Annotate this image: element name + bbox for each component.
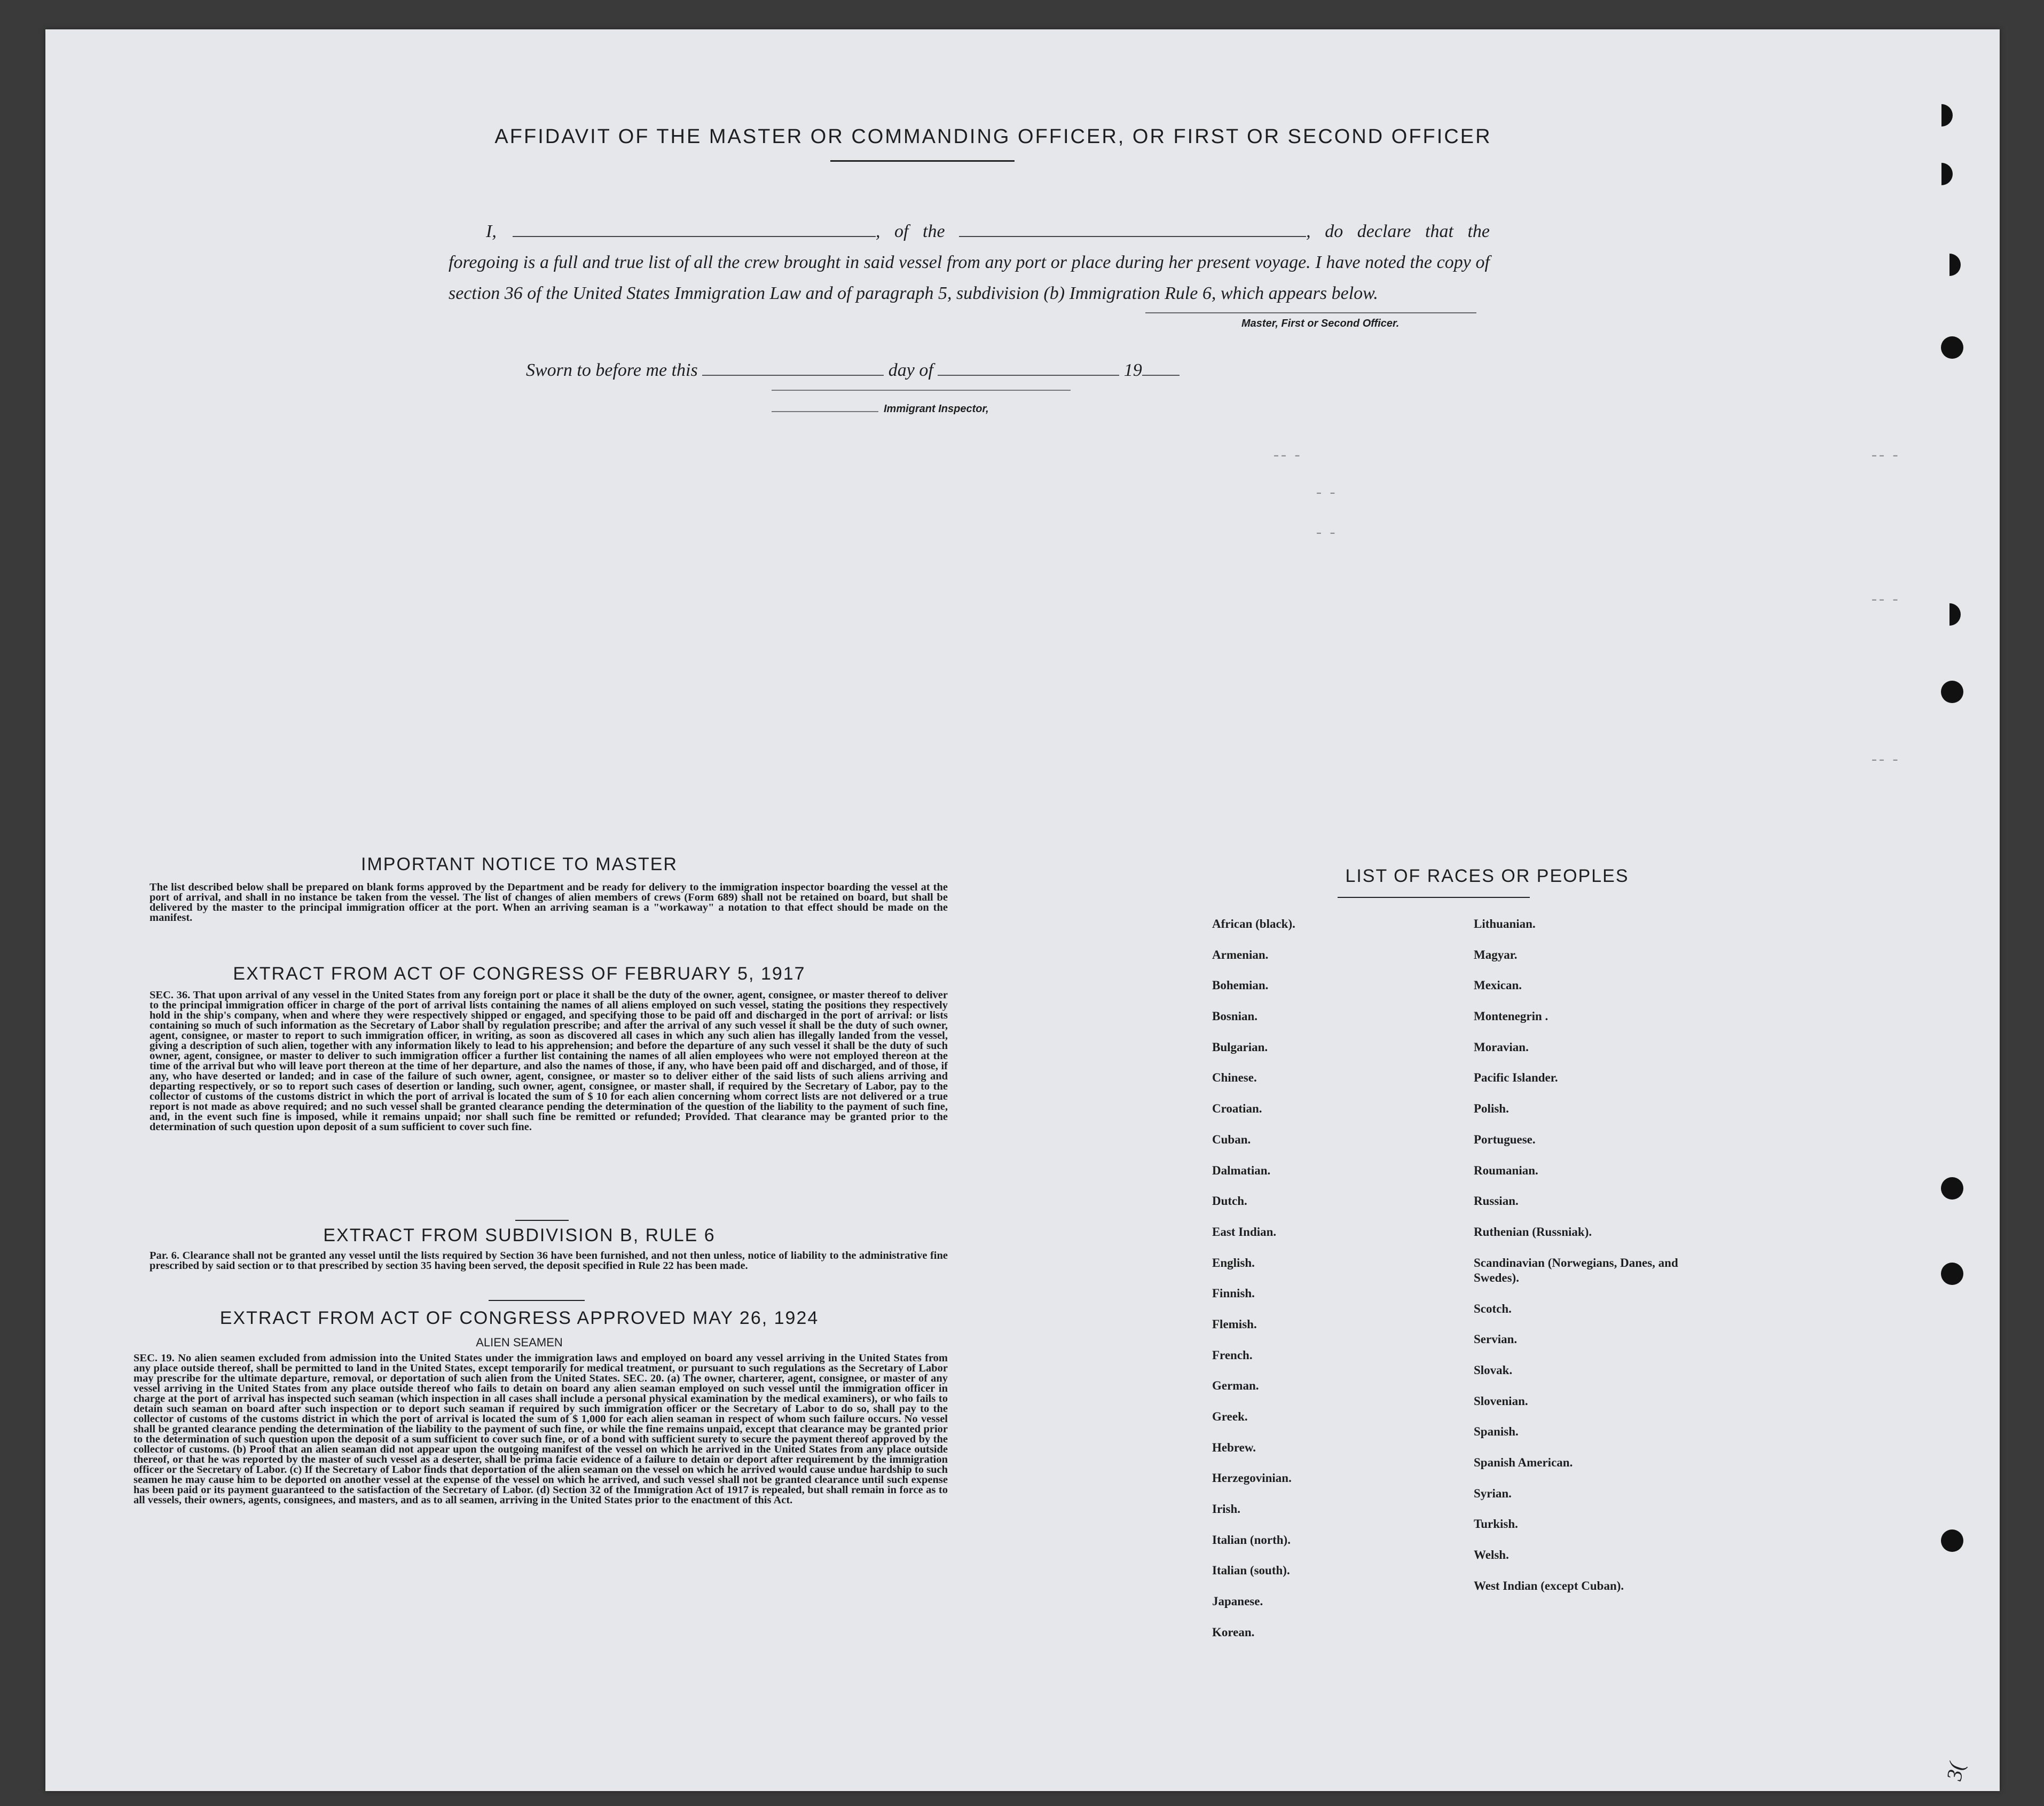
punch-hole (1938, 254, 1961, 276)
race-item: Korean. (1212, 1625, 1255, 1639)
extract-1917-text: SEC. 36. That upon arrival of any vessel in the United States from any foreign port or place it shall be the duty of the owner, agent, consignee, or master thereof to deliver to the principal immigration officer in charge of the port of arrival lists containing the names of all aliens employed on such vessel, stating the positions they respectively hold in the ship's company, when and where they were respectively shipped or engaged, and specifying those to be paid off and discharged in the port of arrival: or lists containing so much of such information as the Secretary of Labor shall by regulation prescribe; and after the arrival of any such vessel it shall be the duty of such owner, agent, consignee, or master to report to such immigration officer, in writing, as soon as discovered all cases in which any such alien has illegally landed from the vessel, giving a description of such alien, together with any information likely to lead to his apprehension; and before the departure of any such vessel it shall be the duty of such owner, agent, consignee, or master to deliver to such immigration officer a further list containing the names of all alien employees who were not employed thereon at the time of the arrival but who will leave port thereon at the time of her departure, and also the names of those, if any, who have been paid off and discharged, and of those, if any, who have deserted or landed; and in case of the failure of such owner, agent, consignee, or master so to deliver either of the said lists of such aliens arriving and departing respectively, or so to report such cases of desertion or landing, such owner, agent, consignee, or master shall, if required by the Secretary of Labor, pay to the collector of customs of the customs district in which the port of arrival is located the sum of $ 10 for each alien concerning whom correct lists are not delivered or a true report is not made as above required; and no such vessel shall be granted clearance pending the determination of the question of the liability to the payment of such fine, and, in the event such fine is imposed, while it remains unpaid; nor shall such fine be remitted or refunded; Provided. That clearance may be granted prior to the determination of such question upon deposit of a sum sufficient to cover such fine. (150, 989, 948, 1133)
signature-label: Master, First or Second Officer. (1241, 318, 1400, 329)
race-item: Lithuanian. (1474, 917, 1536, 930)
race-item: Dutch. (1212, 1194, 1247, 1208)
race-item: Hebrew. (1212, 1440, 1256, 1454)
declaration-body: that the foregoing is a full and true list of all the crew brought in said vessel from any port or place during her present voyage. I have noted the copy of section 36 of the United States Immigration Law and of paragraph 5, subdivision (b) Immigration Rule 6, which appears below. (449, 222, 1490, 303)
vessel-blank[interactable] (959, 236, 1306, 237)
punch-hole (1938, 603, 1961, 626)
title-underline (830, 160, 1015, 162)
race-item: Turkish. (1474, 1517, 1518, 1531)
year-blank[interactable] (1142, 375, 1180, 376)
divider (489, 1300, 585, 1301)
race-item: Bohemian. (1212, 979, 1269, 992)
extract-1924-title: EXTRACT FROM ACT OF CONGRESS APPROVED MAY 26, 1924 (219, 1308, 819, 1328)
bleed-mark: - - (1316, 483, 1338, 501)
race-item: Bulgarian. (1212, 1040, 1268, 1054)
of-the-label: , of the (876, 222, 945, 241)
race-item: Mexican. (1474, 979, 1522, 992)
inspector-line-lead (772, 411, 878, 412)
race-item: Syrian. (1474, 1486, 1512, 1500)
day-blank[interactable] (702, 375, 884, 376)
races-right-column (1474, 917, 1703, 1609)
bleed-mark: -- - (1872, 750, 1900, 768)
race-item: West Indian (except Cuban). (1474, 1579, 1624, 1592)
punch-hole (1941, 1529, 1963, 1552)
race-item: Cuban. (1212, 1132, 1251, 1146)
bleed-mark: - - (1316, 523, 1338, 541)
race-item: Italian (north). (1212, 1533, 1291, 1547)
race-item: Herzegovinian. (1212, 1471, 1292, 1485)
affidavit-title: AFFIDAVIT OF THE MASTER OR COMMANDING OFFICER, OR FIRST OR SECOND OFFICER (494, 125, 1492, 148)
races-left-column (1212, 917, 1436, 1656)
races-title: LIST OF RACES OR PEOPLES (1345, 866, 1629, 886)
bleed-mark: -- - (1273, 446, 1302, 463)
race-item: Montenegrin . (1474, 1010, 1548, 1023)
divider (515, 1220, 569, 1221)
race-item: Magyar. (1474, 948, 1518, 961)
document-page (45, 29, 2000, 1791)
extract-1924-subtitle: ALIEN SEAMEN (476, 1336, 563, 1349)
race-item: Welsh. (1474, 1548, 1509, 1562)
race-item: Japanese. (1212, 1595, 1263, 1608)
month-blank[interactable] (938, 375, 1119, 376)
race-item: Scotch. (1474, 1302, 1512, 1315)
race-item: Moravian. (1474, 1040, 1529, 1054)
bleed-mark: -- - (1872, 446, 1900, 463)
race-item: Servian. (1474, 1332, 1518, 1346)
race-item: Dalmatian. (1212, 1163, 1271, 1177)
sworn-line (526, 360, 1180, 381)
race-item: Ruthenian (Russniak). (1474, 1225, 1592, 1239)
race-item: Flemish. (1212, 1317, 1257, 1331)
race-item: Portuguese. (1474, 1132, 1536, 1146)
race-item: French. (1212, 1348, 1253, 1362)
races-underline (1338, 897, 1530, 898)
race-item: Polish. (1474, 1102, 1509, 1116)
punch-hole (1941, 681, 1963, 703)
punch-hole (1941, 1177, 1963, 1200)
signature-line[interactable] (1145, 312, 1476, 313)
race-item: Croatian. (1212, 1102, 1262, 1116)
extract-rule6-title: EXTRACT FROM SUBDIVISION B, RULE 6 (323, 1225, 716, 1245)
race-item: Pacific Islander. (1474, 1071, 1558, 1085)
punch-hole (1930, 104, 1953, 127)
punch-hole (1941, 1263, 1963, 1285)
race-item: German. (1212, 1379, 1259, 1393)
race-item: Slovenian. (1474, 1394, 1528, 1408)
race-item: Slovak. (1474, 1363, 1513, 1377)
race-item: English. (1212, 1256, 1255, 1269)
race-item: East Indian. (1212, 1225, 1277, 1239)
notice-text: The list described below shall be prepared on blank forms approved by the Department and be ready for delivery to the immigration inspector boarding the vessel at the port of arrival, and shall in no instance be taken from the vessel. The list of changes of alien members of crews (Form 689) shall not be retained on board, but shall be delivered by the master to the principal immigration officer at the port. When an arriving seaman is a "workaway" a notation to that effect should be made on the manifest. (150, 881, 948, 924)
punch-hole (1930, 163, 1953, 185)
inspector-line[interactable] (772, 390, 1071, 391)
inspector-label: Immigrant Inspector, (884, 403, 989, 415)
margin-note: 3( (1941, 1761, 1969, 1783)
i-label: I, (486, 222, 497, 241)
race-item: Spanish. (1474, 1425, 1519, 1439)
year-prefix: 19 (1123, 360, 1142, 380)
extract-1917-title: EXTRACT FROM ACT OF CONGRESS OF FEBRUARY 5, 1917 (233, 964, 806, 984)
declaration-paragraph (449, 216, 1490, 309)
sworn-label: Sworn to before me this (526, 360, 698, 380)
race-item: African (black). (1212, 917, 1295, 930)
race-item: Russian. (1474, 1194, 1519, 1208)
race-item: Scandinavian (Norwegians, Danes, and Swedes). (1474, 1256, 1678, 1284)
race-item: Italian (south). (1212, 1564, 1290, 1578)
name-blank[interactable] (513, 236, 876, 237)
race-item: Finnish. (1212, 1287, 1255, 1300)
notice-title: IMPORTANT NOTICE TO MASTER (361, 854, 678, 874)
race-item: Chinese. (1212, 1071, 1257, 1085)
race-item: Armenian. (1212, 948, 1269, 961)
do-declare-label: , do declare (1306, 222, 1411, 241)
extract-1924-text: SEC. 19. No alien seamen excluded from admission into the United States under the immigration laws and employed on board any vessel arriving in the United States from any place outside thereof, shall be permitted to land in the United States, except temporarily for medical treatment, or pursuant to such regulations as the Secretary of Labor may prescribe for the ultimate departure, removal, or deportation of such alien from the United States. SEC. 20. (a) The owner, charterer, agent, consignee, or master of any vessel arriving in the United States from any place outside thereof who fails to detain on board any alien seaman employed on such vessel until the immigration officer in charge at the port of arrival has inspected such seaman (which inspection in all cases shall include a personal physical examination by the medical examiners), or who fails to detain such seaman on board after such inspection or to deport such seaman if required by such immigration officer or the Secretary of Labor to do so, shall pay to the collector of customs of the customs district in which the port of arrival is located the sum of $ 1,000 for each alien seaman in respect of whom such failure occurs. No vessel shall be granted clearance pending the determination of the liability to the payment of such fine, or while the fine remains unpaid, except that clearance may be granted prior to the determination of such question upon the deposit of a sum sufficient to cover such fine, or of a bond with sufficient surety to secure the payment thereof approved by the collector of customs. (b) Proof that an alien seaman did not appear upon the outgoing manifest of the vessel on which he arrived in the United States from any place outside thereof, or that he was reported by the master of such vessel as a deserter, shall be prima facie evidence of a failure to detain or deport after requirement by the immigration officer or the Secretary of Labor. (c) If the Secretary of Labor finds that deportation of the alien seaman on the vessel on which he arrived would cause undue hardship to such seamen he may cause him to be deported on another vessel at the expense of the vessel on which he arrived, and such vessel shall not be granted clearance until such expense has been paid or its payment guaranteed to the satisfaction of the Secretary of Labor. (d) Section 32 of the Immigration Act of 1917 is repealed, but shall remain in force as to all vessels, their owners, agents, consignees, and masters, and as to all seamen, arriving in the United States prior to the enactment of this Act. (133, 1352, 948, 1506)
race-item: Irish. (1212, 1502, 1241, 1516)
race-item: Roumanian. (1474, 1163, 1538, 1177)
race-item: Bosnian. (1212, 1010, 1258, 1023)
race-item: Spanish American. (1474, 1456, 1573, 1469)
day-of-label: day of (888, 360, 933, 380)
punch-hole (1941, 336, 1963, 359)
race-item: Greek. (1212, 1410, 1248, 1423)
bleed-mark: -- - (1872, 590, 1900, 608)
extract-rule6-text: Par. 6. Clearance shall not be granted any vessel until the lists required by Section 36 have been furnished, and not then unless, notice of liability to the administrative fine prescribed by said section or to that prescribed by section 35 having been served, the deposit specified in Rule 22 has been made. (150, 1250, 948, 1272)
